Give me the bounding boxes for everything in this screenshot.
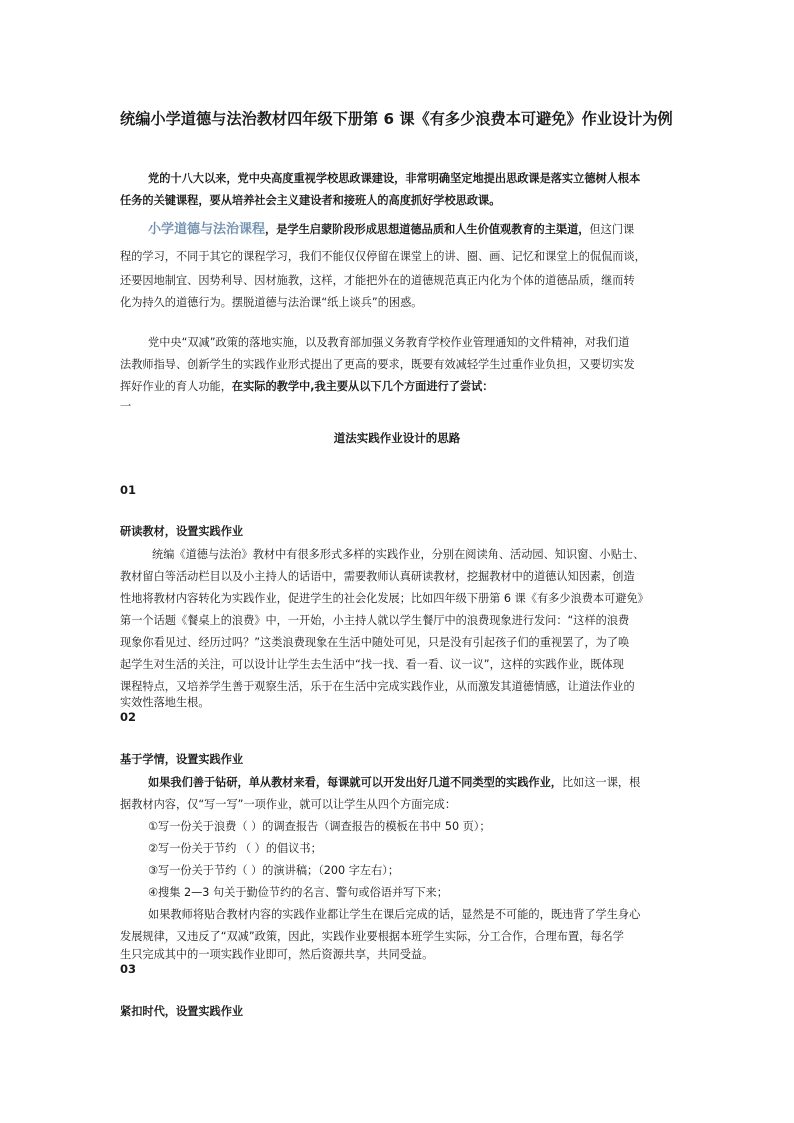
s1-line-3: 性地将教材内容转化为实践作业，促进学生的社会化发展；比如四年级下册第 6 课《有多少浪费本可避免》 bbox=[120, 592, 649, 605]
page-title: 统编小学道德与法治教材四年级下册第 6 课《有多少浪费本可避免》作业设计为例 bbox=[120, 110, 673, 128]
para2-line-1-tail: 但这门课 bbox=[589, 223, 635, 236]
para2-line-1 bbox=[148, 219, 634, 241]
para2-line-4: 化为持久的道德行为。摆脱道德与法治课“纸上谈兵”的困惑。 bbox=[120, 296, 423, 309]
s2-line-1-rest: 比如这一课，根 bbox=[561, 776, 641, 789]
section-3-heading: 紧扣时代，设置实践作业 bbox=[120, 1005, 244, 1018]
s1-line-8: 实效性落地生根。 bbox=[120, 696, 210, 709]
s2-item-3: ③写一份关于节约（ ）的演讲稿；（200 字左右）； bbox=[148, 864, 400, 877]
para2-line-2: 程的学习，不同于其它的课程学习，我们不能仅仅停留在课堂上的讲、圈、画、记忆和课堂上的侃侃而谈， bbox=[120, 250, 646, 263]
section-1-heading: 研读教材，设置实践作业 bbox=[120, 525, 244, 538]
s1-line-6: 起学生对生活的关注，可以设计让学生去生活中“找一找、看一看、议一议”，这样的实践作业，既体现 bbox=[120, 658, 624, 671]
s2-tail-1: 如果教师将贴合教材内容的实践作业都让学生在课后完成的话，显然是不可能的，既违背了学生身心 bbox=[148, 908, 641, 921]
section-2-number: 02 bbox=[120, 710, 137, 724]
s2-item-2: ②写一份关于节约 （ ）的倡议书； bbox=[148, 842, 322, 855]
s2-tail-3: 生只完成其中的一项实践作业即可，然后资源共享，共同受益。 bbox=[120, 948, 434, 961]
s2-line-2: 据教材内容，仅“写一写”一项作业，就可以让学生从四个方面完成： bbox=[120, 798, 457, 811]
para3-line-1: 党中央“双减”政策的落地实施，以及教育部加强义务教育学校作业管理通知的文件精神，对我们道 bbox=[148, 336, 630, 349]
para2-line-1-bold: ，是学生启蒙阶段形成思想道德品质和人生价值观教育的主渠道， bbox=[265, 223, 590, 236]
s1-line-2: 教材留白等活动栏目以及小主持人的话语中，需要教师认真研读教材，挖掘教材中的道德认知因素，创造 bbox=[120, 570, 635, 583]
para3-line-3-b: 在实际的教学中,我主要从以下几个方面进行了尝试： bbox=[231, 380, 494, 393]
section-3-number: 03 bbox=[120, 962, 137, 976]
s2-tail-2: 发展规律，又违反了“双减”政策，因此，实践作业要根据本班学生实际，分工合作，合理布置，每名学 bbox=[120, 930, 624, 943]
intro-line-1: 党的十八大以来，党中央高度重视学校思政课建设，非常明确坚定地提出思政课是落实立德树人根本 bbox=[148, 172, 641, 185]
para2-line-3: 还要因地制宜、因势利导、因材施教，这样，才能把外在的道德规范真正内化为个体的道德品质，继而转 bbox=[120, 274, 635, 287]
intro-line-2: 任务的关键课程，要从培养社会主义建设者和接班人的高度抓好学校思政课。 bbox=[120, 194, 501, 207]
section-heading: 道法实践作业设计的思路 bbox=[333, 431, 461, 445]
highlight-link[interactable]: 小学道德与法治课程 bbox=[148, 222, 266, 237]
section-2-heading: 基于学情，设置实践作业 bbox=[120, 753, 244, 766]
section-1-number: 01 bbox=[120, 483, 137, 497]
para3-line-3 bbox=[120, 376, 493, 398]
s1-line-5: 现象你看见过、经历过吗？”这类浪费现象在生活中随处可见，只是没有引起孩子们的重视罢了，为了唤 bbox=[120, 636, 630, 649]
s1-line-1: 统编《道德与法治》教材中有很多形式多样的实践作业，分别在阅读角、活动园、知识窗、小贴士、 bbox=[152, 548, 645, 561]
para3-line-2: 法教师指导、创新学生的实践作业形式提出了更高的要求，既要有效减轻学生过重作业负担，又要切实发 bbox=[120, 358, 635, 371]
s1-line-7: 课程特点，又培养学生善于观察生活，乐于在生活中完成实践作业，从而激发其道德情感，让道法作业的 bbox=[120, 680, 635, 693]
para3-dash: 一 bbox=[120, 400, 132, 413]
para3-line-3-a: 挥好作业的育人功能， bbox=[120, 380, 232, 393]
s2-line-1-bold: 如果我们善于钻研，单从教材来看，每课就可以开发出好几道不同类型的实践作业， bbox=[148, 776, 562, 789]
s1-line-4: 第一个话题《餐桌上的浪费》中，一开始，小主持人就以学生餐厅中的浪费现象进行发问：“这样的浪费 bbox=[120, 614, 630, 627]
s2-item-4: ④搜集 2—3 句关于勤俭节约的名言、警句或俗语并写下来； bbox=[148, 886, 448, 899]
s2-item-1: ①写一份关于浪费（ ）的调查报告（调查报告的模板在书中 50 页）； bbox=[148, 820, 491, 833]
s2-line-1 bbox=[148, 772, 640, 794]
